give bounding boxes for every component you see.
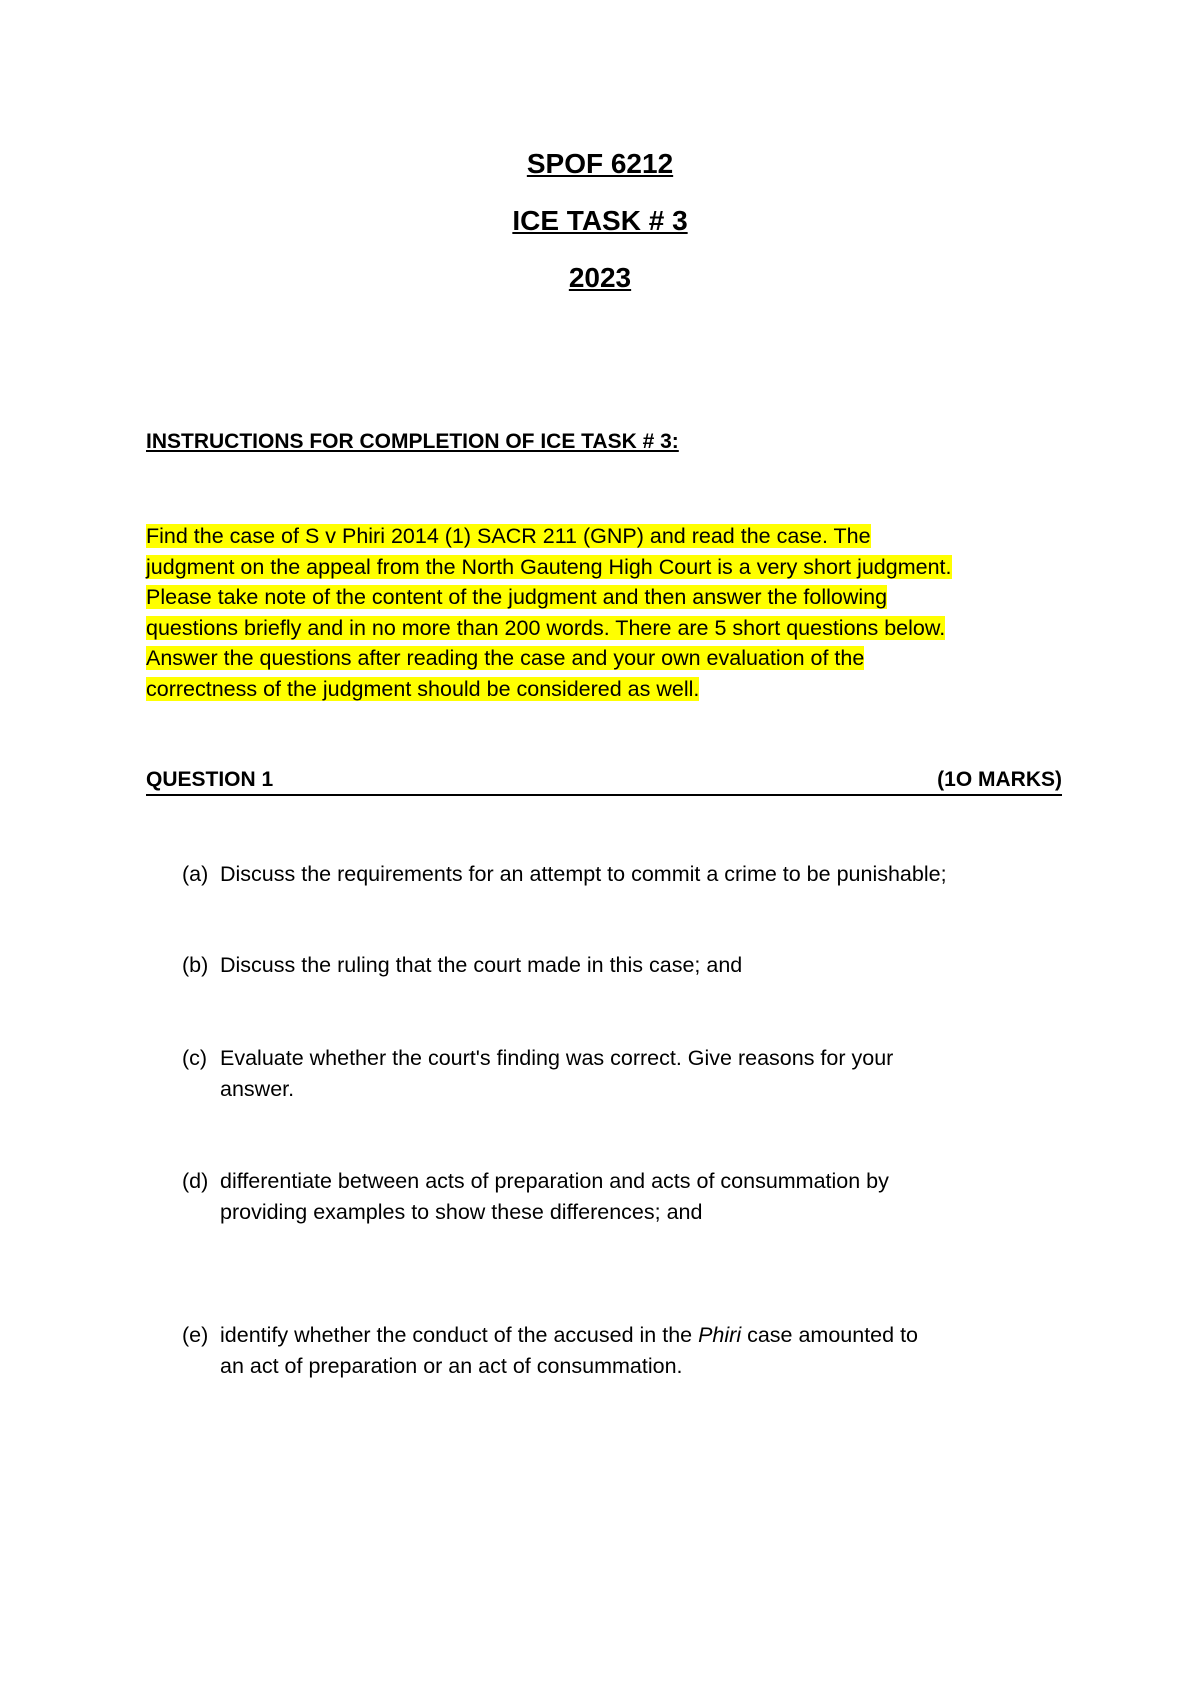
question-label: QUESTION 1 bbox=[146, 768, 274, 791]
item-marker: (c) bbox=[182, 1046, 208, 1070]
instructions-line: correctness of the judgment should be considered as well. bbox=[146, 676, 700, 701]
year: 2023 bbox=[568, 262, 632, 293]
item-marker: (a) bbox=[182, 862, 209, 886]
question-marks: (1O MARKS) bbox=[937, 768, 1062, 791]
question-1-heading bbox=[146, 767, 1062, 796]
item-text: differentiate between acts of preparation and acts of consummation by providing examples to show these differences; and bbox=[220, 1169, 889, 1224]
item-marker: (d) bbox=[182, 1169, 209, 1193]
item-marker: (b) bbox=[182, 953, 209, 977]
instructions-line: Answer the questions after reading the case and your own evaluation of the bbox=[146, 646, 865, 670]
instructions-heading: INSTRUCTIONS FOR COMPLETION OF ICE TASK # 3: bbox=[146, 430, 679, 453]
task-title: ICE TASK # 3 bbox=[512, 205, 688, 236]
item-text: Discuss the ruling that the court made in this case; and bbox=[220, 953, 743, 977]
instructions-body bbox=[146, 521, 1086, 704]
item-text: Evaluate whether the court's finding was correct. Give reasons for your answer. bbox=[220, 1046, 894, 1101]
item-text: Discuss the requirements for an attempt to commit a crime to be punishable; bbox=[220, 862, 947, 886]
item-text: identify whether the conduct of the accused in the Phiri case amounted to an act of preparation or an act of consummation. bbox=[220, 1323, 919, 1378]
instructions-line: questions briefly and in no more than 200 words. There are 5 short questions below. bbox=[146, 615, 946, 640]
item-marker: (e) bbox=[182, 1323, 209, 1347]
case-name-italic: Phiri bbox=[698, 1323, 742, 1347]
course-code: SPOF 6212 bbox=[526, 148, 674, 179]
instructions-line: judgment on the appeal from the North Gauteng High Court is a very short judgment. bbox=[146, 554, 952, 579]
instructions-line: Find the case of S v Phiri 2014 (1) SACR 211 (GNP) and read the case. The bbox=[146, 524, 871, 548]
instructions-line: Please take note of the content of the judgment and then answer the following bbox=[146, 585, 888, 609]
